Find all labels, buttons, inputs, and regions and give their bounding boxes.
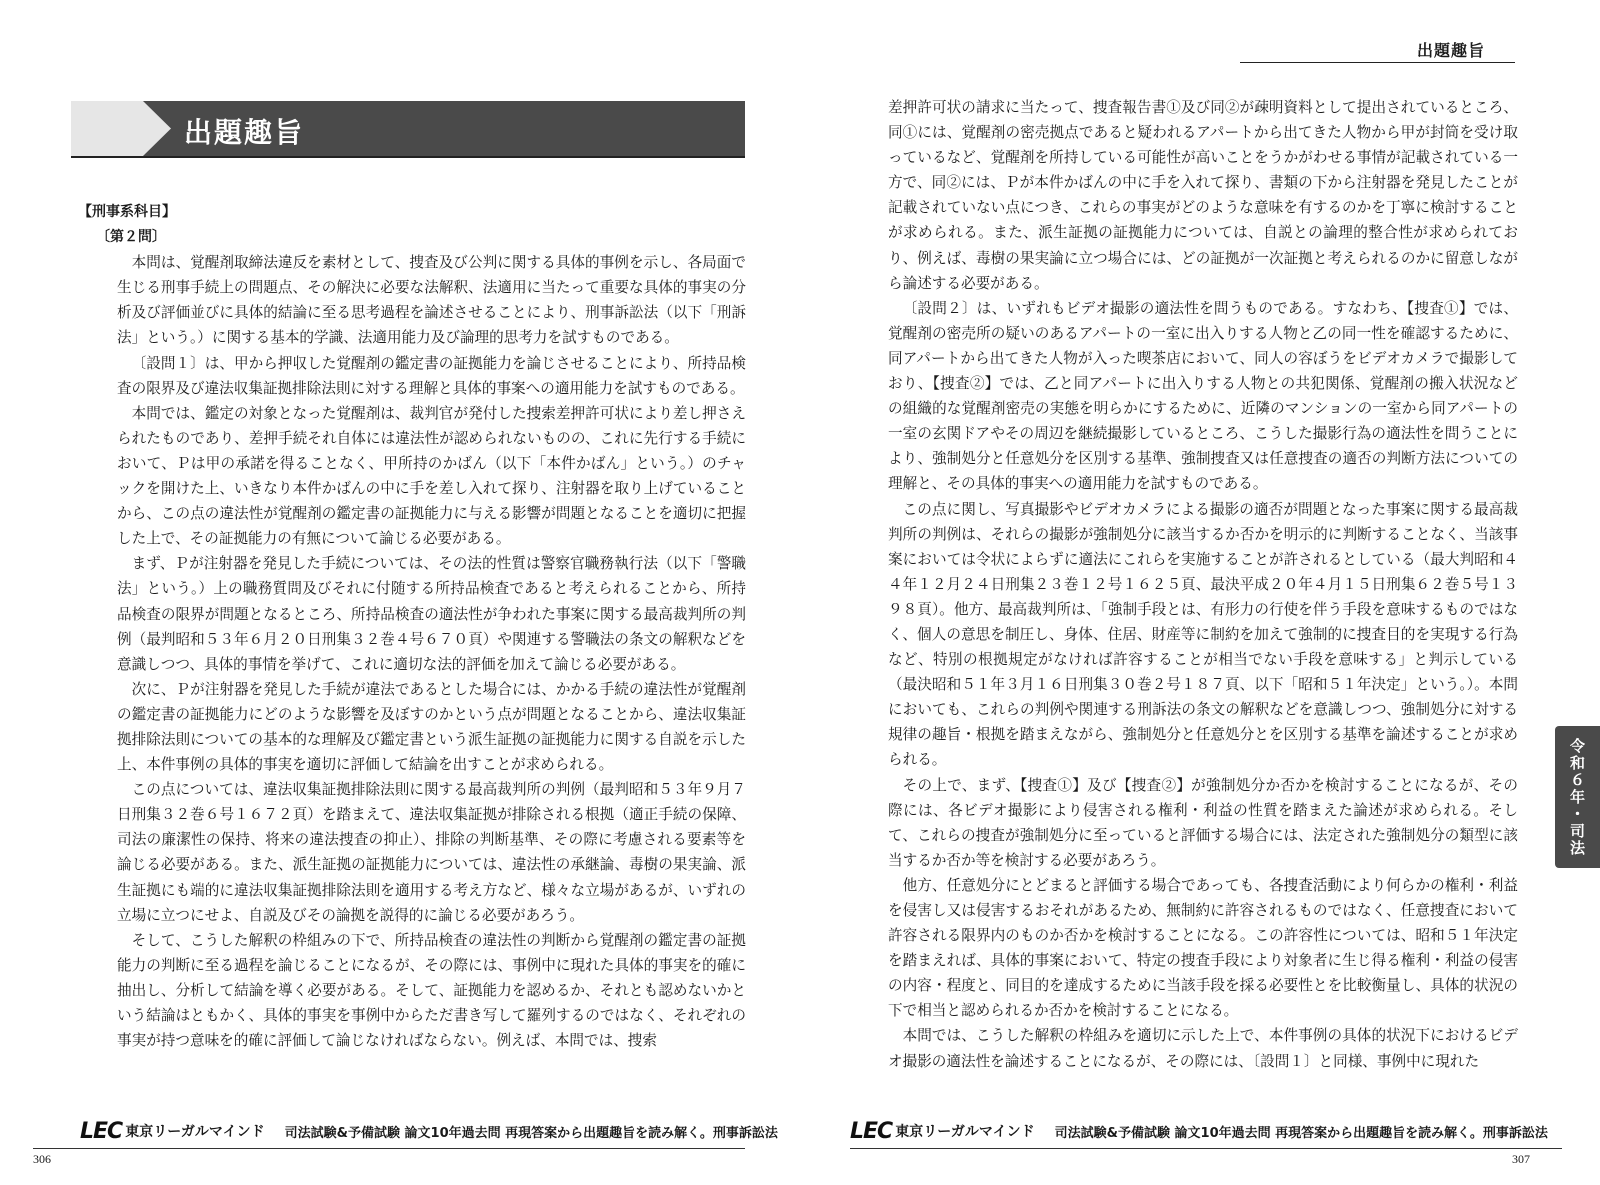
lec-logo-mark: LEC (850, 1118, 893, 1144)
right-body-text (888, 95, 1518, 1074)
paragraph: 〔設問１〕は、甲から押収した覚醒剤の鑑定書の証拠能力を論じさせることにより、所持品検査の限界及び違法収集証拠排除法則に対する理解と具体的事案への適用能力を試すものである。 (117, 354, 746, 397)
lec-logo (850, 1119, 1035, 1144)
lec-logo-name: 東京リーガルマインド (895, 1124, 1035, 1140)
footer-divider (850, 1148, 1562, 1149)
paragraph: この点に関し、写真撮影やビデオカメラによる撮影の適否が問題となった事案に関する最高裁判所の判例は、それらの撮影が強制処分に該当するか否かを明示的に判断することなく、当該事案においては令状によらずに適法にこれらを実施することが許されるとしている（最大判昭和４４年１２月２４日刑集２３巻１２号１６２５頁、最決平成２０年４月１５日刑集６２巻５号１３９８頁）。他方、最高裁判所は、「強制手段とは、有形力の行使を伴う手段を意味するものではなく、個人の意思を制圧し、身体、住居、財産等に制約を加えて強制的に捜査目的を実現する行為など、特別の根拠規定がなければ許容することが相当でない手段を意味する」と判示している（最決昭和５１年３月１６日刑集３０巻２号１８７頁、以下「昭和５１年決定」という。）。本問においても、これらの判例や関連する刑訴法の条文の解釈などを意識しつつ、強制処分に対する規律の趣旨・根拠を踏まえながら、強制処分と任意処分とを区別する基準を論述することが求められる。 (888, 500, 1518, 769)
banner-title: 出題趣旨 (184, 116, 305, 149)
chapter-side-tab: 令和６年・司法 (1555, 726, 1600, 868)
paragraph: そして、こうした解釈の枠組みの下で、所持品検査の違法性の判断から覚醒剤の鑑定書の証拠能力の判断に至る過程を論じることになるが、その際には、事例中に現れた具体的事実を的確に抽出し、分析して結論を導く必要がある。そして、証拠能力を認めるか、それとも認めないかという結論はともかく、具体的事実を事例中からただ書き写して羅列するのではなく、それぞれの事実が持つ意味を的確に評価して論じなければならない。例えば、本問では、捜索 (117, 931, 746, 1050)
left-body-text (78, 200, 746, 1053)
paragraph: 次に、Ｐが注射器を発見した手続が違法であるとした場合には、かかる手続の違法性が覚醒剤の鑑定書の証拠能力にどのような影響を及ぼすのかという点が問題となることから、違法収集証拠排除法則についての基本的な理解及び鑑定書という派生証拠の証拠能力に関する自説を示した上、本件事例の具体的事実を適切に評価して結論を出すことが求められる。 (117, 680, 746, 774)
right-page (800, 0, 1600, 1185)
paragraph: この点については、違法収集証拠排除法則に関する最高裁判所の判例（最判昭和５３年９月７日刑集３２巻６号１６７２頁）を踏まえて、違法収集証拠が排除される根拠（適正手続の保障、司法の廉潔性の保持、将来の違法捜査の抑止）、排除の判断基準、その際に考慮される要素等を論じる必要がある。また、派生証拠の証拠能力については、違法性の承継論、毒樹の果実論、派生証拠にも端的に違法収集証拠排除法則を適用する考え方など、様々な立場があるが、いずれの立場に立つにせよ、自説及びその論拠を説得的に論じる必要があろう。 (117, 781, 746, 924)
book-title: 司法試験&予備試験 論文10年過去問 再現答案から出題趣旨を読み解く。刑事訴訟法 (284, 1125, 778, 1141)
question-heading: 〔第２問〕 (96, 229, 166, 246)
paragraph: 他方、任意処分にとどまると評価する場合であっても、各捜査活動により何らかの権利・利益を侵害し又は侵害するおそれがあるため、無制約に許容されるものではなく、任意捜査において許容される限界内のものか否かを検討することになる。この許容性については、昭和５１年決定を踏まえれば、具体的事案において、特定の捜査手段により対象者に生じ得る権利・利益の侵害の内容・程度と、同目的を達成するために当該手段を採る必要性とを比較衡量し、具体的状況の下で相当と認められるか否かを検討することになる。 (888, 876, 1518, 1020)
paragraph: 差押許可状の請求に当たって、捜査報告書①及び同②が疎明資料として提出されているところ、同①には、覚醒剤の密売拠点であると疑われるアパートから出てきた人物から甲が封筒を受け取っているなど、覚醒剤を所持している可能性が高いことをうかがわせる事情が記載されている一方で、同②には、Ｐが本件かばんの中に手を入れて探り、書類の下から注射器を発見したことが記載されていない点につき、これらの事実がどのような意味を有するのかを丁寧に検討することが求められる。また、派生証拠の証拠能力については、自説との論理的整合性が求められており、例えば、毒樹の果実論に立つ場合には、どの証拠が一次証拠と考えられるのかに留意しながら論述する必要がある。 (888, 99, 1518, 292)
lec-logo-name: 東京リーガルマインド (125, 1124, 265, 1140)
section-banner (71, 101, 745, 158)
paragraph: まず、Ｐが注射器を発見した手続については、その法的性質は警察官職務執行法（以下「警職法」という。）上の職務質問及びそれに付随する所持品検査であると考えられることから、所持品検査の限界が問題となるところ、所持品検査の適法性が争われた事案に関する最高裁判所の判例（最判昭和５３年６月２０日刑集３２巻４号６７０頁）や関連する警職法の条文の解釈などを意識しつつ、具体的事情を挙げて、これに適切な法的評価を加えて論じる必要がある。 (117, 555, 746, 673)
paragraph: 〔設問２〕は、いずれもビデオ撮影の適法性を問うものである。すなわち、【捜査①】では、覚醒剤の密売所の疑いのあるアパートの一室に出入りする人物と乙の同一性を確認するために、同アパートから出てきた人物が入った喫茶店において、同人の容ぼうをビデオカメラで撮影しており、【捜査②】では、乙と同アパートに出入りする人物との共犯関係、覚醒剤の搬入状況などの組織的な覚醒剤密売の実態を明らかにするために、近隣のマンションの一室から同アパートの一室の玄関ドアやその周辺を継続撮影しているところ、こうした撮影行為の適法性を問うことにより、強制処分と任意処分を区別する基準、強制捜査又は任意捜査の適否の判断方法についての理解と、その具体的事実への適用能力を試すものである。 (888, 299, 1518, 493)
lec-logo (80, 1119, 265, 1144)
lec-logo-mark: LEC (80, 1118, 123, 1144)
section-heading: 【刑事系科目】 (78, 204, 176, 220)
paragraph: 本問では、鑑定の対象となった覚醒剤は、裁判官が発付した捜索差押許可状により差し押さえられたものであり、差押手続それ自体には違法性が認められないものの、これに先行する手続において、Ｐは甲の承諾を得ることなく、甲所持のかばん（以下「本件かばん」という。）のチャックを開けた上、いきなり本件かばんの中に手を差し入れて探り、注射器を取り上げていることから、この点の違法性が覚醒剤の鑑定書の証拠能力に与える影響が問題となることを適切に把握した上で、その証拠能力の有無について論じる必要がある。 (117, 404, 746, 548)
right-footer (850, 1118, 1548, 1144)
banner-arrow-icon (71, 101, 171, 156)
left-footer (80, 1118, 778, 1144)
running-title-divider (1240, 62, 1515, 63)
paragraph: 本問では、こうした解釈の枠組みを適切に示した上で、本件事例の具体的状況下におけるビデオ撮影の適法性を論述することになるが、その際には、〔設問１〕と同様、事例中に現れた (888, 1027, 1518, 1070)
running-title: 出題趣旨 (1416, 41, 1485, 60)
page-number: 306 (33, 1152, 51, 1166)
paragraph: 本問は、覚醒剤取締法違反を素材として、捜査及び公判に関する具体的事例を示し、各局面で生じる刑事手続上の問題点、その解決に必要な法解釈、法適用に当たって重要な具体的事実の分析及び評価並びに具体的結論に至る思考過程を論述させることにより、刑事訴訟法（以下「刑訴法」という。）に関する基本的学識、法適用能力及び論理的思考力を試すものである。 (117, 254, 746, 347)
book-title: 司法試験&予備試験 論文10年過去問 再現答案から出題趣旨を読み解く。刑事訴訟法 (1054, 1125, 1548, 1141)
footer-divider (33, 1148, 745, 1149)
paragraph: その上で、まず、【捜査①】及び【捜査②】が強制処分か否かを検討することになるが、その際には、各ビデオ撮影により侵害される権利・利益の性質を踏まえた論述が求められる。そして、これらの捜査が強制処分に至っていると評価する場合には、法定された強制処分の類型に該当するか否か等を検討する必要があろう。 (888, 776, 1518, 869)
page-number: 307 (1512, 1152, 1530, 1166)
left-paragraphs (78, 250, 746, 1053)
